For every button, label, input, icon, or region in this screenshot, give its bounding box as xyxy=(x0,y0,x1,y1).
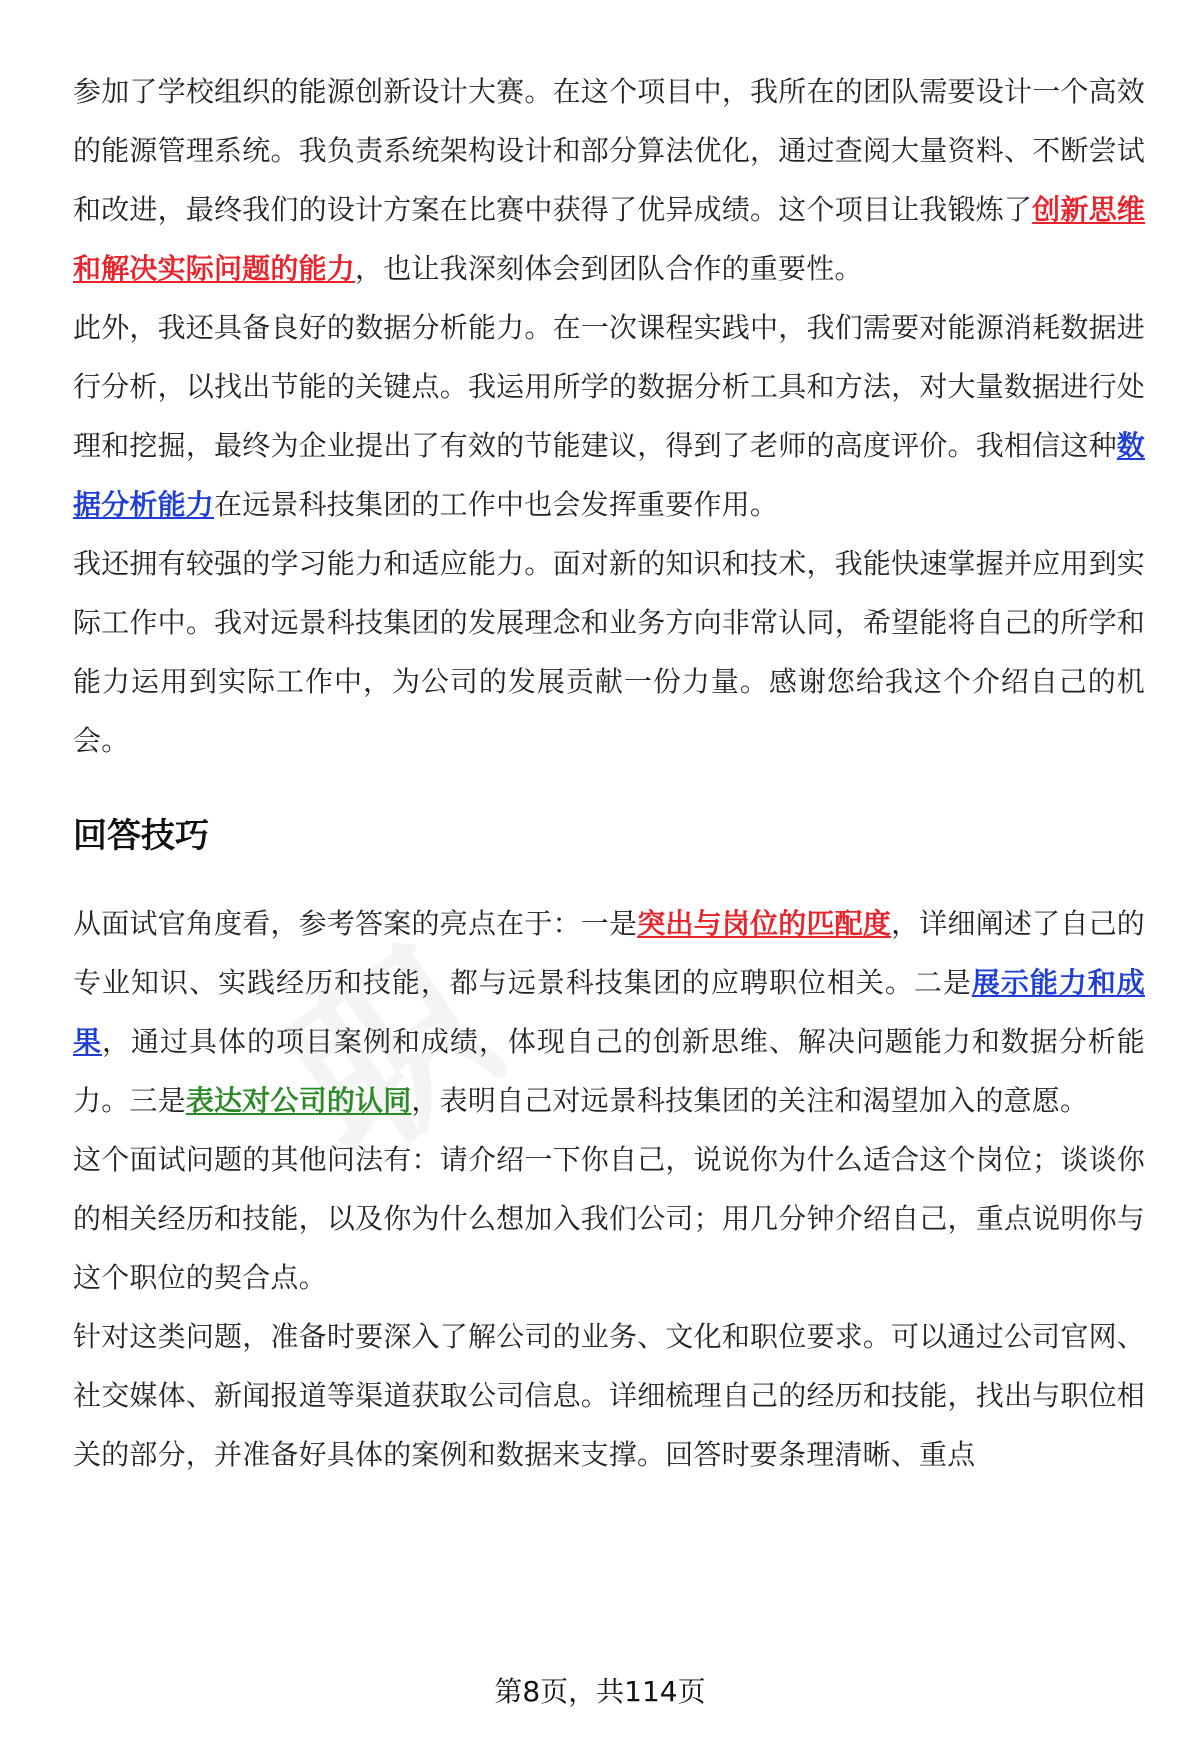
highlight-ability: 展示能力和成果 xyxy=(73,966,1145,1058)
page-footer: 第8页，共114页 xyxy=(494,1675,706,1708)
paragraph-text: 从面试官角度看，参考答案的亮点在于：一是 xyxy=(73,907,638,940)
paragraph-text: ，通过具体的项目案例和成绩，体现自己的创新思维、解决问题能力和数据分析能力。三是 xyxy=(73,1025,1145,1117)
paragraph-alternatives: 这个面试问题的其他问法有：请介绍一下你自己，说说你为什么适合这个岗位；谈谈你的相关经历和技能，以及你为什么想加入我们公司；用几分钟介绍自己，重点说明你与这个职位的契合点。 xyxy=(73,1143,1145,1294)
paragraph-text: 在远景科技集团的工作中也会发挥重要作用。 xyxy=(214,488,779,521)
paragraph-text: ，表明自己对远景科技集团的关注和渴望加入的意愿。 xyxy=(411,1084,1089,1117)
highlight-data-analysis: 数据分析能力 xyxy=(73,429,1145,521)
paragraph-competition xyxy=(73,62,1145,298)
document-page xyxy=(73,62,1145,1484)
paragraph-data-analysis xyxy=(73,298,1145,534)
paragraph-interviewer-view xyxy=(73,894,1145,1130)
section-heading: 回答技巧 xyxy=(73,816,209,856)
paragraph-text: ，也让我深刻体会到团队合作的重要性。 xyxy=(355,252,863,285)
highlight-recognition: 表达对公司的认同 xyxy=(185,1084,412,1117)
paragraph-text: 此外，我还具备良好的数据分析能力。在一次课程实践中，我们需要对能源消耗数据进行分析，以找出节能的关键点。我运用所学的数据分析工具和方法，对大量数据进行处理和挖掘，最终为企业提出了有效的节能建议，得到了老师的高度评价。我相信这种 xyxy=(73,311,1145,462)
highlight-innovation: 创新思维和解决实际问题的能力 xyxy=(73,193,1145,285)
paragraph-learning: 我还拥有较强的学习能力和适应能力。面对新的知识和技术，我能快速掌握并应用到实际工作中。我对远景科技集团的发展理念和业务方向非常认同，希望能将自己的所学和能力运用到实际工作中，为公司的发展贡献一份力量。感谢您给我这个介绍自己的机会。 xyxy=(73,547,1145,757)
paragraph-text: ，详细阐述了自己的专业知识、实践经历和技能，都与远景科技集团的应聘职位相关。二是 xyxy=(73,907,1145,999)
paragraph-text: 参加了学校组织的能源创新设计大赛。在这个项目中，我所在的团队需要设计一个高效的能源管理系统。我负责系统架构设计和部分算法优化，通过查阅大量资料、不断尝试和改进，最终我们的设计方案在比赛中获得了优异成绩。这个项目让我锻炼了 xyxy=(73,75,1145,226)
paragraph-preparation: 针对这类问题，准备时要深入了解公司的业务、文化和职位要求。可以通过公司官网、社交媒体、新闻报道等渠道获取公司信息。详细梳理自己的经历和技能，找出与职位相关的部分，并准备好具体的案例和数据来支撑。回答时要条理清晰、重点 xyxy=(73,1320,1145,1471)
highlight-fit: 突出与岗位的匹配度 xyxy=(637,907,892,940)
